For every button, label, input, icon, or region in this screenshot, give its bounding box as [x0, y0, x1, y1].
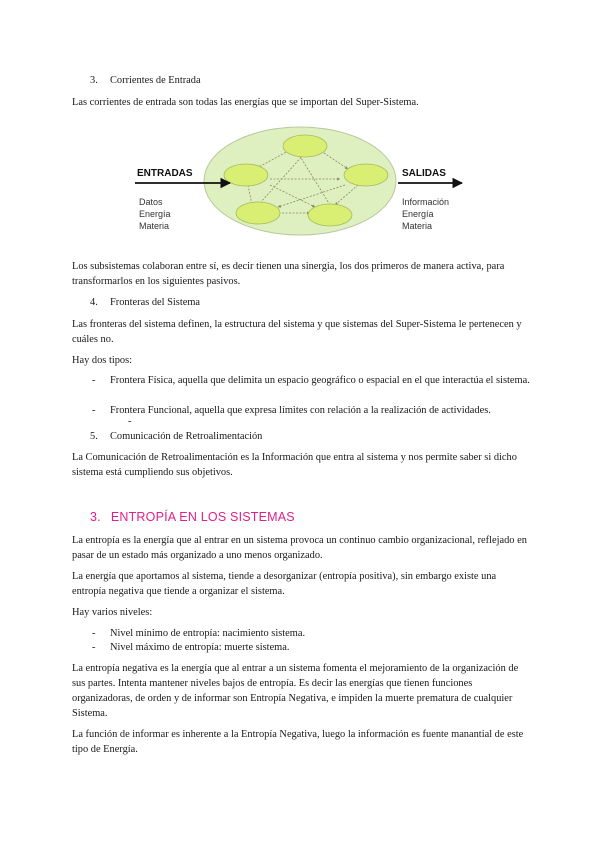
entradas-label: ENTRADAS: [137, 168, 193, 179]
salidas-item-3: Materia: [402, 221, 433, 231]
list-item-frontera-fisica: Frontera Física, aquella que delimita un espacio geográfico o espacial en el que interactúa el sistema.: [110, 375, 530, 386]
list-bullet: -: [92, 642, 96, 653]
paragraph-niveles: Hay varios niveles:: [72, 607, 153, 618]
paragraph-energia: La energía que aportamos al sistema, tiende a desorganizar (entropía positiva), sin embargo existe una entropía negativa que tiende a organizar el sistema.: [72, 571, 497, 597]
list-bullet: -: [92, 405, 96, 416]
list-item-nivel-maximo: Nivel máximo de entropía: muerte sistema.: [110, 642, 290, 653]
section-title-fronteras: Fronteras del Sistema: [110, 297, 201, 308]
entradas-item-2: Energía: [139, 209, 171, 219]
paragraph-funcion-informar: La función de informar es inherente a la Entropía Negativa, luego la información es fuente manantial de este tipo de Energía.: [72, 729, 524, 755]
list-item-frontera-funcional: Frontera Funcional, aquella que expresa límites con relación a la realización de actividades.: [110, 405, 491, 416]
list-item-nivel-minimo: Nivel mínimo de entropía: nacimiento sistema.: [110, 628, 306, 639]
paragraph-entropia: La entropía es la energía que al entrar en un sistema provoca un continuo cambio organizacional, reflejado en pasar de un estado más organizado a uno menos organizado.: [72, 535, 527, 561]
salidas-item-2: Energía: [402, 209, 434, 219]
section-number-5: 5.: [90, 431, 98, 442]
section-title-retroalimentacion: Comunicación de Retroalimentación: [110, 431, 263, 442]
subsystem-node-right: [344, 164, 388, 186]
section-number-3: 3.: [90, 75, 98, 86]
paragraph-fronteras: Las fronteras del sistema definen, la estructura del sistema y que sistemas del Super-Sistema le pertenecen y cuáles no.: [72, 319, 522, 345]
paragraph-entropia-negativa: La entropía negativa es la energía que al entrar a un sistema fomenta el mejoramiento de la organización de sus partes. Intenta mantener niveles bajos de entropía. Es decir las energías que tienen funciones organizadoras, de orden y de informar son Entropía Negativa, e impiden la muerte prematura de cualquier Sistema.: [72, 663, 519, 719]
entradas-item-1: Datos: [139, 197, 163, 207]
stray-bullet: -: [128, 416, 132, 427]
list-bullet: -: [92, 628, 96, 639]
heading-title: ENTROPÍA EN LOS SISTEMAS: [110, 510, 295, 524]
subsystem-node-top: [283, 135, 327, 157]
paragraph-corrientes: Las corrientes de entrada son todas las energías que se importan del Super-Sistema.: [72, 97, 419, 108]
salidas-item-1: Información: [402, 197, 450, 207]
paragraph-tipos: Hay dos tipos:: [72, 355, 133, 366]
paragraph-subsistemas: Los subsistemas colaboran entre sí, es decir tienen una sinergia, los dos primeros de manera activa, para transformarlos en los siguientes pasivos.: [72, 261, 505, 287]
subsystem-node-bottom-right: [308, 204, 352, 226]
salidas-label: SALIDAS: [402, 168, 446, 179]
heading-number: 3.: [90, 510, 101, 524]
entradas-item-3: Materia: [139, 221, 170, 231]
subsystem-node-left: [224, 164, 268, 186]
section-title-corrientes: Corrientes de Entrada: [110, 75, 201, 86]
system-diagram: [130, 125, 470, 250]
list-bullet: -: [92, 375, 96, 386]
paragraph-retroalimentacion: La Comunicación de Retroalimentación es la Información que entra al sistema y nos permite saber si dicho sistema está cumpliendo sus objetivos.: [72, 452, 517, 478]
section-number-4: 4.: [90, 297, 98, 308]
heading-entropia: [90, 510, 295, 524]
subsystem-node-bottom-left: [236, 202, 280, 224]
